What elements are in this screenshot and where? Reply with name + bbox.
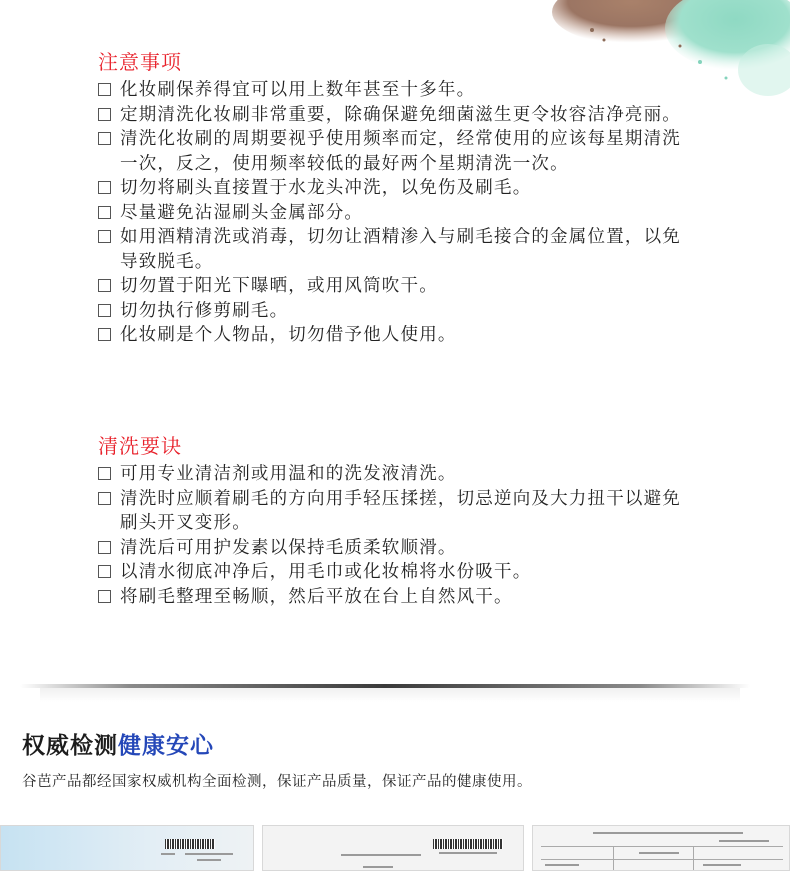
authority-heading-dark: 权威检测	[22, 733, 118, 759]
list-item-text: 将刷毛整理至畅顺，然后平放在台上自然风干。	[120, 586, 513, 607]
checkbox-square-icon	[98, 132, 111, 145]
authority-description: 谷芭产品都经国家权威机构全面检测，保证产品质量，保证产品的健康使用。	[22, 774, 532, 790]
cleaning-tips-section	[98, 434, 698, 609]
checkbox-square-icon	[98, 181, 111, 194]
checkbox-square-icon	[98, 230, 111, 243]
test-report-image-1	[0, 825, 254, 871]
list-item	[98, 225, 698, 274]
list-item	[98, 462, 698, 487]
list-item	[98, 585, 698, 610]
list-item-text: 如用酒精清洗或消毒，切勿让酒精渗入与刷毛接合的金属位置，以免导致脱毛。	[120, 227, 681, 272]
list-item-text: 尽量避免沾湿刷头金属部分。	[120, 202, 364, 223]
cleaning-tips-list	[98, 462, 698, 609]
list-item-text: 化妆刷保养得宜可以用上数年甚至十多年。	[120, 80, 476, 100]
list-item-text: 化妆刷是个人物品，切勿借予他人使用。	[120, 325, 457, 345]
test-report-images	[0, 825, 790, 871]
list-item	[98, 176, 698, 201]
list-item	[98, 560, 698, 585]
list-item	[98, 299, 698, 324]
list-item	[98, 201, 698, 226]
checkbox-square-icon	[98, 492, 111, 505]
checkbox-square-icon	[98, 304, 111, 317]
list-item	[98, 487, 698, 536]
list-item-text: 清洗时应顺着刷毛的方向用手轻压揉搓，切忌逆向及大力扭干以避免刷头开叉变形。	[120, 488, 681, 533]
cleaning-tips-title: 清洗要诀	[98, 434, 182, 458]
list-item-text: 切勿执行修剪刷毛。	[120, 300, 289, 321]
checkbox-square-icon	[98, 108, 111, 121]
list-item-text: 清洗后可用护发素以保持毛质柔软顺滑。	[120, 537, 457, 558]
list-item-text: 以清水彻底冲净后，用毛巾或化妆棉将水份吸干。	[120, 562, 532, 582]
list-item-text: 清洗化妆刷的周期要视乎使用频率而定，经常使用的应该每星期清洗一次，反之，使用频率较低的最好两个星期清洗一次。	[120, 129, 681, 174]
list-item	[98, 78, 698, 103]
divider-shadow	[40, 688, 740, 702]
checkbox-square-icon	[98, 279, 111, 292]
checkbox-square-icon	[98, 83, 111, 96]
test-report-image-2	[262, 825, 524, 871]
checkbox-square-icon	[98, 565, 111, 578]
list-item-text: 可用专业清洁剂或用温和的洗发液清洗。	[120, 464, 457, 484]
list-item	[98, 536, 698, 561]
authority-heading	[22, 731, 214, 761]
list-item-text: 切勿置于阳光下曝晒，或用风筒吹干。	[120, 276, 438, 296]
list-item-text: 切勿将刷头直接置于水龙头冲洗，以免伤及刷毛。	[120, 178, 532, 198]
checkbox-square-icon	[98, 206, 111, 219]
precautions-title: 注意事项	[98, 50, 182, 74]
test-report-image-3	[532, 825, 790, 871]
precautions-list	[98, 78, 698, 348]
list-item	[98, 274, 698, 299]
list-item-text: 定期清洗化妆刷非常重要，除确保避免细菌滋生更令妆容洁净亮丽。	[120, 104, 681, 125]
list-item	[98, 103, 698, 128]
precautions-section	[98, 50, 698, 348]
checkbox-square-icon	[98, 328, 111, 341]
authority-heading-blue: 健康安心	[118, 733, 214, 759]
checkbox-square-icon	[98, 590, 111, 603]
list-item	[98, 127, 698, 176]
checkbox-square-icon	[98, 541, 111, 554]
checkbox-square-icon	[98, 467, 111, 480]
list-item	[98, 323, 698, 348]
